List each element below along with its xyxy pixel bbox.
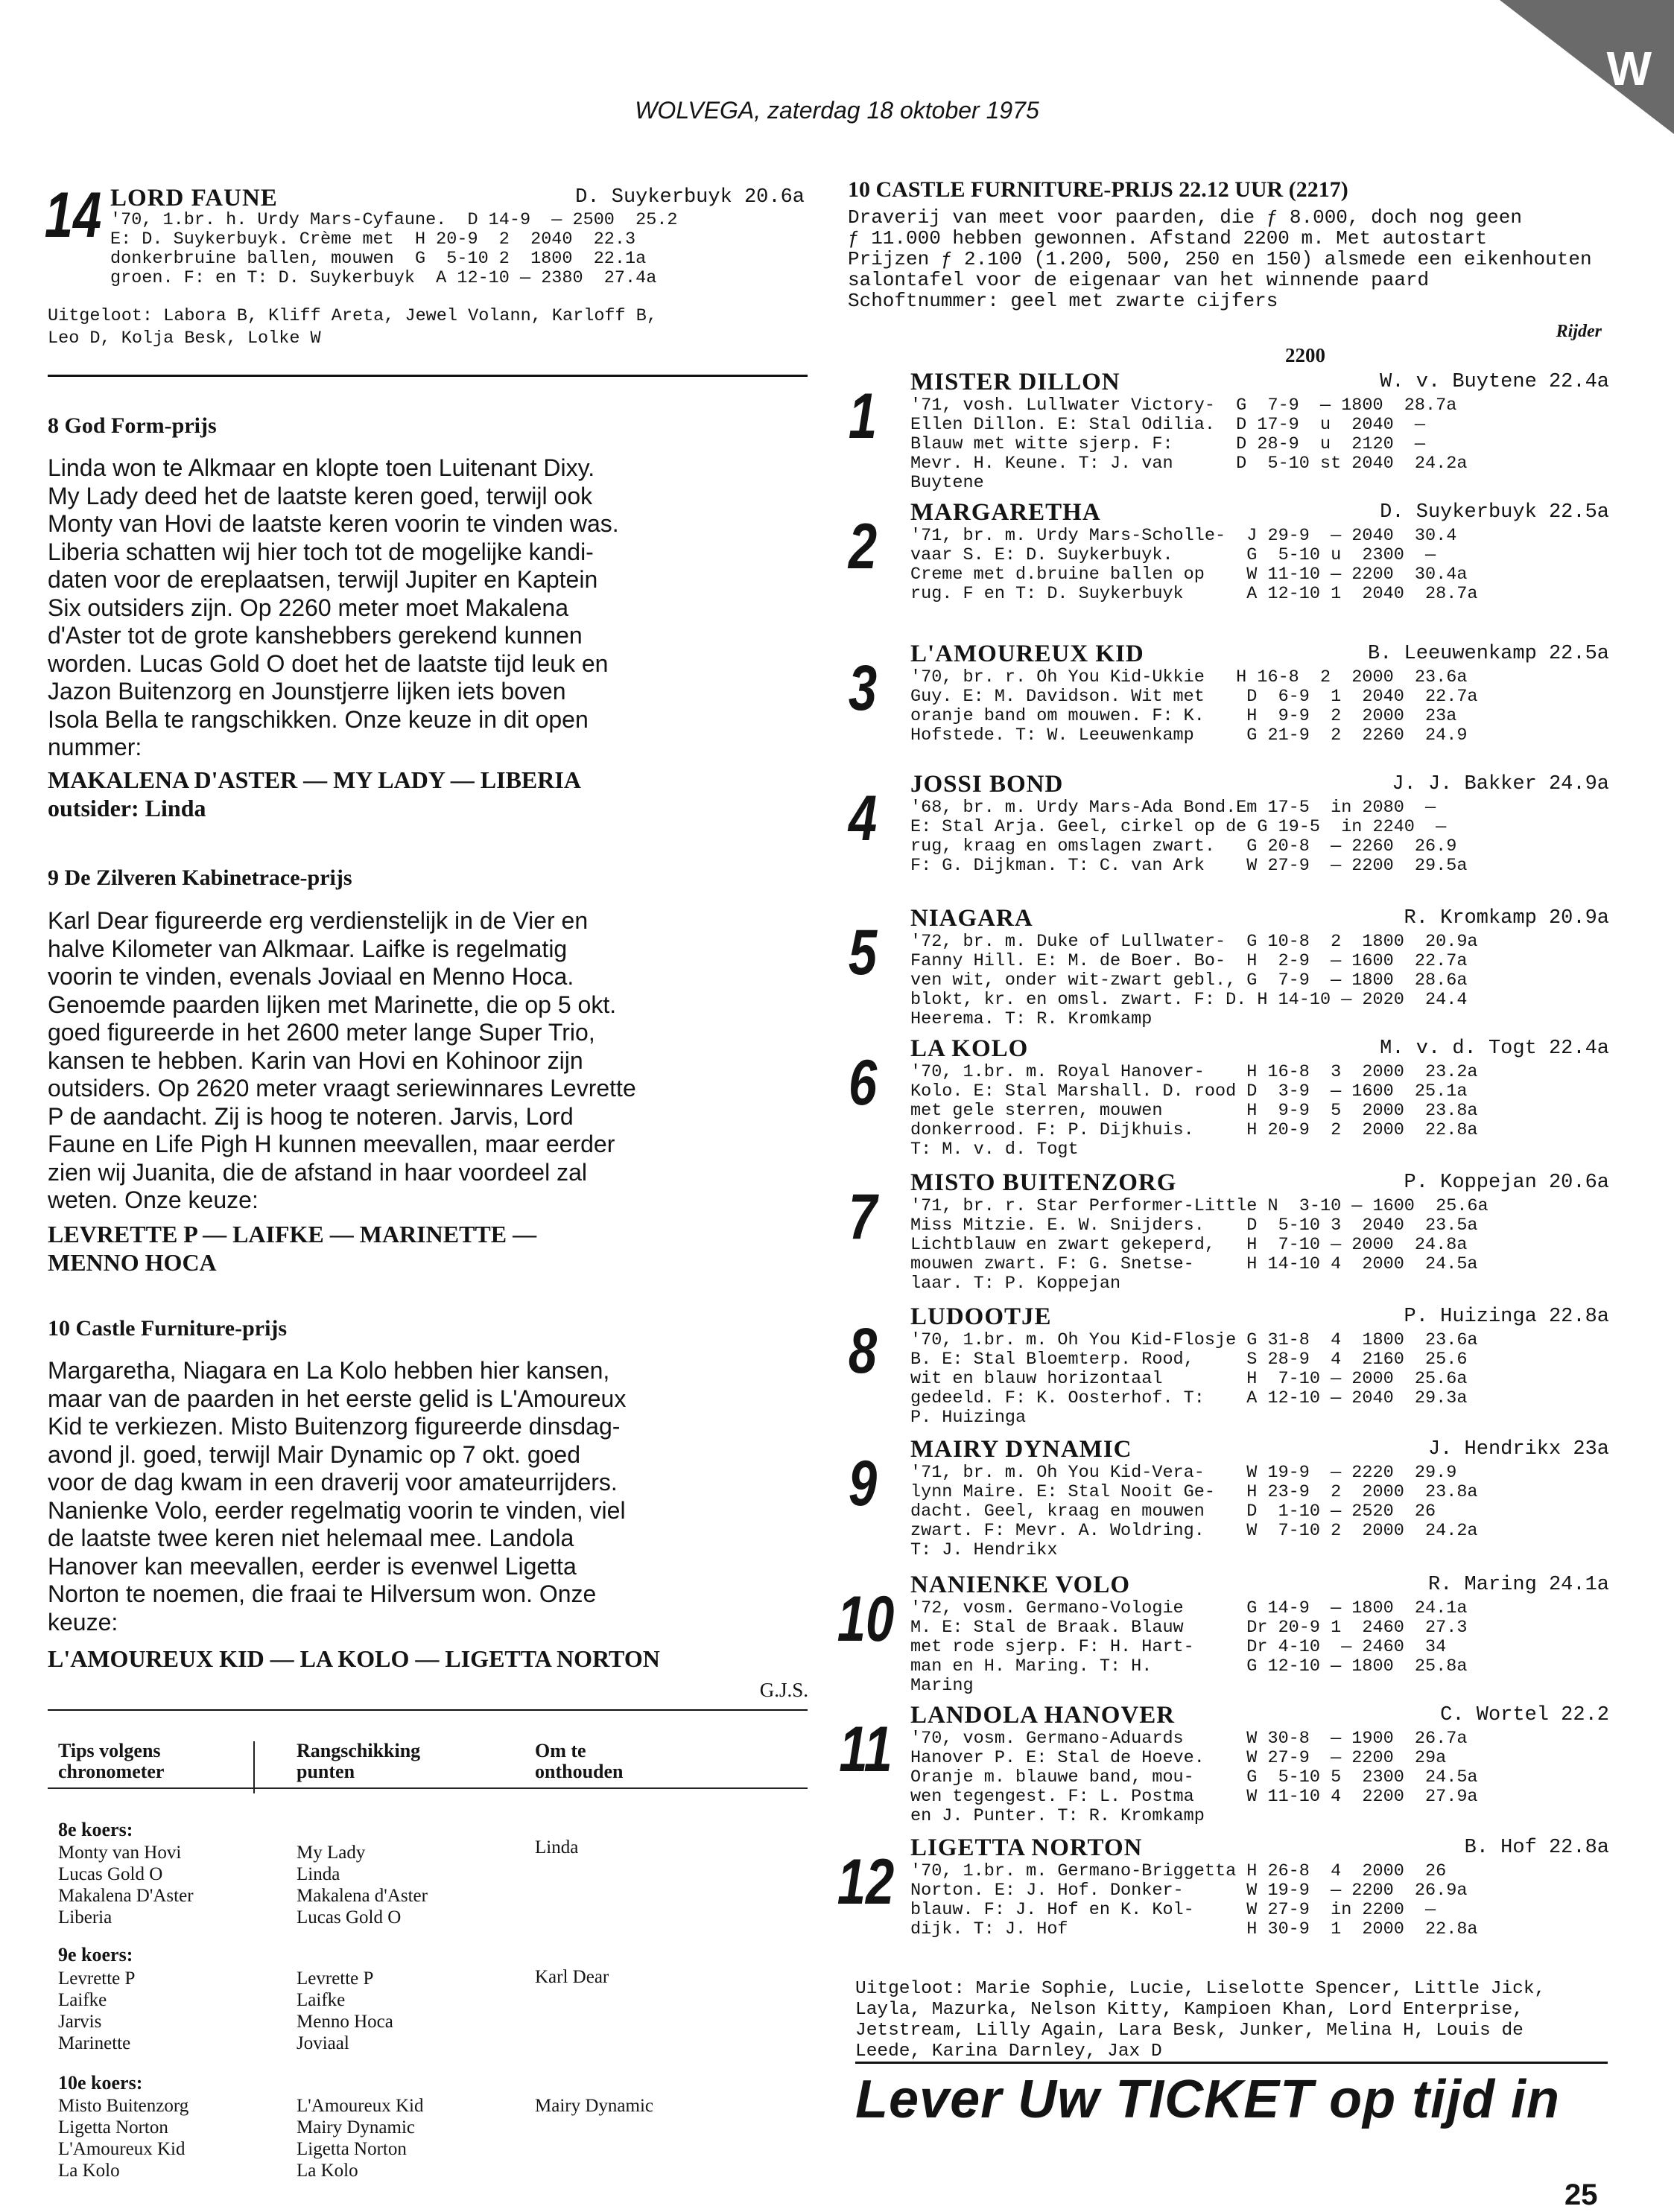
driver-name: D. Suykerbuyk 22.5a (1380, 501, 1609, 524)
text-line: Norton te noemen, die fraai te Hilversum won. Onze (48, 1580, 597, 1607)
condition-line: Schoftnummer: geel met zwarte cijfers (848, 290, 1278, 312)
form-line: Fanny Hill. E: M. de Boer. Bo- H 2-9 — 1600 22.7a (910, 951, 1468, 971)
text-line: Liberia schatten wij hier toch tot de mogelijke kandi- (48, 538, 594, 565)
text-line: Karl Dear figureerde erg verdienstelijk in de Vier en (48, 907, 589, 934)
form-line: en J. Punter. T: R. Kromkamp (910, 1806, 1205, 1826)
text-line: Six outsiders zijn. Op 2260 meter moet Makalena (48, 594, 568, 621)
form-line: blokt, kr. en omsl. zwart. F: D. H 14-10 — 2020 24.4 (910, 990, 1468, 1010)
form-line: '68, br. m. Urdy Mars-Ada Bond.Em 17-5 in 2080 — (910, 798, 1436, 818)
horse-name: MISTER DILLON (910, 369, 1120, 395)
tips-cell: Levrette P Laifke Jarvis Marinette (58, 1968, 136, 2053)
horse-number: 10 (837, 1583, 895, 1655)
form-line: '71, br. m. Urdy Mars-Scholle- J 29-9 — 2040 30.4 (910, 526, 1457, 546)
tips-section-label: 9e koers: (58, 1944, 133, 1965)
text-line: P de aandacht. Zij is hoog te noteren. Jarvis, Lord (48, 1102, 574, 1130)
race-8-text (48, 454, 619, 762)
driver-name: J. J. Bakker 24.9a (1392, 773, 1609, 795)
text-line: voorin te vinden, evenals Joviaal en Menno Hoca. (48, 963, 574, 990)
form-line: '70, br. r. Oh You Kid-Ukkie H 16-8 2 2000 23.6a (910, 667, 1468, 687)
form-line: Maring (910, 1676, 974, 1696)
text-line: kansen te hebben. Karin van Hovi en Kohinoor zijn (48, 1046, 583, 1074)
form-line: M. E: Stal de Braak. Blauw Dr 20-9 1 2460 27.3 (910, 1618, 1468, 1638)
horse-name: NIAGARA (910, 905, 1033, 932)
entry-number: 14 (44, 179, 102, 251)
horse-number: 9 (848, 1448, 878, 1519)
withdrawn-line: Jetstream, Lilly Again, Lara Besk, Junker, Melina H, Louis de (855, 2021, 1524, 2041)
driver-name: P. Koppejan 20.6a (1404, 1172, 1609, 1194)
race-9-title: 9 De Zilveren Kabinetrace-prijs (48, 865, 352, 890)
form-line: laar. T: P. Koppejan (910, 1274, 1121, 1294)
page-dateline: WOLVEGA, zaterdag 18 oktober 1975 (635, 97, 1039, 124)
form-line: Kolo. E: Stal Marshall. D. rood D 3-9 — 1600 25.1a (910, 1081, 1468, 1102)
horse-name: LUDOOTJE (910, 1303, 1052, 1330)
race-10-preview-title: 10 Castle Furniture-prijs (48, 1316, 288, 1341)
text-line: weten. Onze keuze: (48, 1186, 259, 1213)
form-line: dacht. Geel, kraag en mouwen D 1-10 — 2520 26 (910, 1501, 1436, 1522)
ticket-notice: Lever Uw TICKET op tijd in (855, 2070, 1561, 2129)
condition-line: ƒ 11.000 hebben gewonnen. Afstand 2200 m. Met autostart (848, 227, 1488, 250)
horse-number: 1 (848, 381, 878, 452)
form-line: rug. F en T: D. Suykerbuyk A 12-10 1 2040 28.7a (910, 584, 1478, 604)
form-line: met rode sjerp. F: H. Hart- Dr 4-10 — 2460 34 (910, 1637, 1447, 1657)
race-9-text (48, 907, 636, 1215)
form-line: Lichtblauw en zwart gekeperd, H 7-10 — 2000 24.8a (910, 1235, 1468, 1255)
text-line: avond jl. goed, terwijl Mair Dynamic op 7 okt. goed (48, 1440, 581, 1468)
race-conditions (848, 207, 1592, 311)
form-line: donkerbruine ballen, mouwen G 5-10 2 1800 22.1a (110, 249, 647, 269)
tips-cell: Misto Buitenzorg Ligetta Norton L'Amoureux Kid La Kolo (58, 2096, 189, 2181)
withdrawn-line: Layla, Mazurka, Nelson Kitty, Kampioen Khan, Lord Enterprise, (855, 2000, 1524, 2020)
condition-line: Prijzen ƒ 2.100 (1.200, 500, 250 en 150) alsmede een eikenhouten (848, 248, 1592, 270)
form-line: '70, 1.br. h. Urdy Mars-Cyfaune. D 14-9 — 2500 25.2 (110, 210, 678, 230)
form-line: '72, vosm. Germano-Vologie G 14-9 — 1800 24.1a (910, 1598, 1468, 1618)
driver-name: J. Hendrikx 23a (1427, 1438, 1609, 1461)
author-signature: G.J.S. (759, 1679, 808, 1701)
tips-cell: Monty van Hovi Lucas Gold O Makalena D'Aster Liberia (58, 1843, 194, 1927)
horse-number: 7 (848, 1181, 878, 1253)
driver-name: M. v. d. Togt 22.4a (1380, 1037, 1609, 1060)
pick-line: outsider: Linda (48, 795, 206, 821)
text-line: de laatste twee keren niet helemaal mee. Landola (48, 1525, 574, 1551)
form-line: gedeeld. F: K. Oosterhof. T: A 12-10 — 2040 29.3a (910, 1388, 1468, 1408)
form-line: Creme met d.bruine ballen op W 11-10 — 2200 30.4a (910, 565, 1468, 585)
horse-number: 3 (848, 652, 878, 724)
form-line: wen tegengest. F: L. Postma W 11-10 4 2200 27.9a (910, 1787, 1478, 1807)
form-line: ven wit, onder wit-zwart gebl., G 7-9 — 1800 28.6a (910, 970, 1468, 991)
text-line: d'Aster tot de grote kanshebbers gerekend kunnen (48, 622, 583, 649)
form-line: oranje band om mouwen. F: K. H 9-9 2 2000 23a (910, 706, 1457, 726)
pick-line: MENNO HOCA (48, 1249, 217, 1276)
page-number: 25 (1564, 2178, 1598, 2211)
form-line: T: J. Hendrikx (910, 1540, 1058, 1560)
race-10-preview-text (48, 1357, 626, 1636)
text-line: Kid te verkiezen. Misto Buitenzorg figureerde dinsdag- (48, 1413, 621, 1440)
text-line: goed figureerde in het 2600 meter lange Super Trio, (48, 1019, 595, 1046)
table-divider (48, 1787, 808, 1789)
form-line: Hanover P. E: Stal de Hoeve. W 27-9 — 2200 29a (910, 1748, 1447, 1768)
form-line: '70, 1.br. m. Royal Hanover- H 16-8 3 2000 23.2a (910, 1062, 1478, 1082)
race-10-preview-picks (48, 1644, 660, 1673)
race-9-picks (48, 1220, 536, 1277)
text-line: worden. Lucas Gold O doet het de laatste tijd leuk en (48, 649, 609, 677)
tips-col-chronometer: Tips volgens chronometer (58, 1740, 165, 1782)
race-distance: 2200 (1285, 344, 1325, 366)
form-line: Norton. E: J. Hof. Donker- W 19-9 — 2200 26.9a (910, 1881, 1468, 1901)
text-line: nummer: (48, 734, 142, 760)
form-line: Hofstede. T: W. Leeuwenkamp G 21-9 2 2260 24.9 (910, 725, 1468, 746)
text-line: voor de dag kwam in een draverij voor amateurrijders. (48, 1469, 618, 1496)
tips-cell: Levrette P Laifke Menno Hoca Joviaal (297, 1968, 393, 2053)
horse-name: NANIENKE VOLO (910, 1571, 1131, 1598)
horse-number: 5 (848, 917, 878, 988)
horse-number: 4 (848, 783, 878, 854)
horse-name: LANDOLA HANOVER (910, 1702, 1176, 1729)
form-line: mouwen zwart. F: G. Snetse- H 14-10 4 2000 24.5a (910, 1254, 1478, 1274)
text-line: keuze: (48, 1608, 118, 1636)
form-line: Heerema. T: R. Kromkamp (910, 1009, 1153, 1029)
tips-cell: Karl Dear (535, 1967, 609, 1987)
race-8-picks (48, 766, 581, 822)
entry-form-lines (110, 211, 678, 288)
form-line: Mevr. H. Keune. T: J. van D 5-10 st 2040 24.2a (910, 454, 1468, 474)
text-line: Jazon Buitenzorg en Jounstjerre lijken iets boven (48, 678, 566, 705)
form-line: Miss Mitzie. E. W. Snijders. D 5-10 3 2040 23.5a (910, 1215, 1478, 1236)
text-line: halve Kilometer van Alkmaar. Laifke is regelmatig (48, 935, 568, 962)
text-line: outsiders. Op 2620 meter vraagt seriewinnares Levrette (48, 1075, 636, 1102)
driver-name: B. Leeuwenkamp 22.5a (1367, 643, 1609, 665)
driver-name: R. Kromkamp 20.9a (1404, 907, 1609, 929)
text-line: Genoemde paarden lijken met Marinette, die op 5 okt. (48, 991, 617, 1018)
horse-name: JOSSI BOND (910, 771, 1064, 798)
form-line: B. E: Stal Bloemterp. Rood, S 28-9 4 2160 25.6 (910, 1350, 1468, 1370)
text-line: My Lady deed het de laatste keren goed, terwijl ook (48, 482, 593, 509)
race-8-title: 8 God Form-prijs (48, 413, 217, 438)
rider-label: Rijder (1556, 322, 1602, 341)
horse-number: 11 (839, 1714, 893, 1785)
tips-cell: Linda (535, 1837, 579, 1857)
withdrawn-line: Leede, Karina Darnley, Jax D (855, 2041, 1162, 2062)
tips-cell: L'Amoureux Kid Mairy Dynamic Ligetta Norton La Kolo (297, 2096, 424, 2181)
withdrawn-list (48, 305, 657, 350)
driver-name: W. v. Buytene 22.4a (1380, 371, 1609, 393)
divider (48, 1709, 808, 1711)
form-line: P. Huizinga (910, 1408, 1027, 1428)
horse-name: LORD FAUNE (110, 185, 278, 212)
horse-name: MAIRY DYNAMIC (910, 1436, 1132, 1463)
tips-col-points: Rangschikking punten (297, 1740, 421, 1782)
horse-number: 8 (848, 1315, 878, 1387)
form-line: '71, br. m. Oh You Kid-Vera- W 19-9 — 2220 29.9 (910, 1463, 1457, 1483)
form-line: '71, br. r. Star Performer-Little N 3-10 — 1600 25.6a (910, 1196, 1488, 1216)
horse-number: 12 (837, 1846, 895, 1918)
driver-name: C. Wortel 22.2 (1440, 1704, 1609, 1726)
form-line: Buytene (910, 473, 984, 493)
withdrawn-list (855, 1979, 1545, 2062)
form-line: '70, vosm. Germano-Aduards W 30-8 — 1900 26.7a (910, 1729, 1468, 1749)
condition-line: salontafel voor de eigenaar van het winnende paard (848, 269, 1430, 291)
form-line: Oranje m. blauwe band, mou- G 5-10 5 2300 24.5a (910, 1767, 1478, 1787)
tips-cell: Mairy Dynamic (535, 2096, 653, 2116)
form-line: dijk. T: J. Hof H 30-9 1 2000 22.8a (910, 1919, 1478, 1939)
form-line: '72, br. m. Duke of Lullwater- G 10-8 2 1800 20.9a (910, 932, 1478, 952)
form-line: blauw. F: J. Hof en K. Kol- W 27-9 in 2200 — (910, 1900, 1436, 1920)
form-line: vaar S. E: D. Suykerbuyk. G 5-10 u 2300 — (910, 545, 1436, 565)
tips-col-remember: Om te onthouden (535, 1740, 624, 1782)
condition-line: Draverij van meet voor paarden, die ƒ 8.000, doch nog geen (848, 206, 1522, 229)
horse-name: MARGARETHA (910, 499, 1101, 526)
form-line: E: D. Suykerbuyk. Crème met H 20-9 2 2040 22.3 (110, 229, 636, 250)
form-line: lynn Maire. E: Stal Nooit Ge- H 23-9 2 2000 23.8a (910, 1482, 1478, 1502)
form-line: zwart. F: Mevr. A. Woldring. W 7-10 2 2000 24.2a (910, 1521, 1478, 1541)
pick-line: LEVRETTE P — LAIFKE — MARINETTE — (48, 1221, 537, 1248)
divider (48, 375, 808, 377)
horse-name: MISTO BUITENZORG (910, 1169, 1177, 1196)
driver-name: B. Hof 22.8a (1464, 1837, 1609, 1859)
tips-section-label: 8e koers: (58, 1819, 133, 1840)
race-10-title: 10 CASTLE FURNITURE-PRIJS 22.12 UUR (2217) (848, 177, 1348, 202)
pick-line: MAKALENA D'ASTER — MY LADY — LIBERIA (48, 766, 581, 793)
form-line: groen. F: en T: D. Suykerbuyk A 12-10 — 2380 27.4a (110, 268, 657, 288)
form-line: T: M. v. d. Togt (910, 1140, 1079, 1160)
form-line: '71, vosh. Lullwater Victory- G 7-9 — 1800 28.7a (910, 395, 1457, 416)
text-line: Nanienke Volo, eerder regelmatig voorin te vinden, viel (48, 1496, 626, 1524)
form-line: rug, kraag en omslagen zwart. G 20-8 — 2260 26.9 (910, 836, 1457, 856)
driver-name: P. Huizinga 22.8a (1404, 1306, 1609, 1328)
tips-section-label: 10e koers: (58, 2072, 143, 2094)
form-line: Blauw met witte sjerp. F: D 28-9 u 2120 — (910, 434, 1426, 454)
text-line: Linda won te Alkmaar en klopte toen Luitenant Dixy. (48, 454, 595, 481)
horse-name: LIGETTA NORTON (910, 1834, 1143, 1861)
form-line: '70, 1.br. m. Germano-Briggetta H 26-8 4 2000 26 (910, 1861, 1447, 1881)
horse-number: 2 (848, 511, 878, 582)
form-line: F: G. Dijkman. T: C. van Ark W 27-9 — 2200 29.5a (910, 856, 1468, 876)
form-line: donkerrood. F: P. Dijkhuis. H 20-9 2 2000 22.8a (910, 1120, 1478, 1140)
form-line: E: Stal Arja. Geel, cirkel op de G 19-5 in 2240 — (910, 817, 1447, 837)
pick-line: L'AMOUREUX KID — LA KOLO — LIGETTA NORTON (48, 1645, 660, 1672)
horse-name: LA KOLO (910, 1035, 1029, 1062)
form-line: Ellen Dillon. E: Stal Odilia. D 17-9 u 2040 — (910, 415, 1426, 435)
form-line: met gele sterren, mouwen H 9-9 5 2000 23.8a (910, 1101, 1478, 1121)
text-line: Monty van Hovi de laatste keren voorin te vinden was. (48, 510, 619, 537)
driver-name: D. Suykerbuyk 20.6a (575, 186, 805, 209)
divider (855, 2062, 1608, 2064)
horse-name: L'AMOUREUX KID (910, 641, 1144, 667)
withdrawn-line: Uitgeloot: Marie Sophie, Lucie, Liselotte Spencer, Little Jick, (855, 1979, 1546, 1999)
form-line: Guy. E: M. Davidson. Wit met D 6-9 1 2040 22.7a (910, 687, 1478, 707)
tips-cell: My Lady Linda Makalena d'Aster Lucas Gold O (297, 1843, 428, 1927)
withdrawn-line: Leo D, Kolja Besk, Lolke W (48, 328, 321, 349)
horse-number: 6 (848, 1047, 878, 1119)
withdrawn-line: Uitgeloot: Labora B, Kliff Areta, Jewel Volann, Karloff B, (48, 306, 657, 326)
text-line: zien wij Juanita, die de afstand in haar voordeel zal (48, 1158, 587, 1186)
text-line: Isola Bella te rangschikken. Onze keuze in dit open (48, 705, 589, 733)
form-line: '70, 1.br. m. Oh You Kid-Flosje G 31-8 4 1800 23.6a (910, 1330, 1478, 1350)
form-line: wit en blauw horizontaal H 7-10 — 2000 25.6a (910, 1369, 1468, 1389)
text-line: daten voor de ereplaatsen, terwijl Jupiter en Kaptein (48, 566, 598, 593)
text-line: Hanover kan meevallen, eerder is evenwel Ligetta (48, 1552, 577, 1580)
form-line: man en H. Maring. T: H. G 12-10 — 1800 25.8a (910, 1656, 1468, 1677)
table-divider (253, 1741, 255, 1793)
section-letter: W (1606, 42, 1652, 95)
text-line: Margaretha, Niagara en La Kolo hebben hier kansen, (48, 1357, 610, 1384)
text-line: maar van de paarden in het eerste gelid is L'Amoureux (48, 1385, 627, 1412)
text-line: Faune en Life Pigh H kunnen meevallen, maar eerder (48, 1131, 615, 1157)
driver-name: R. Maring 24.1a (1427, 1574, 1609, 1596)
